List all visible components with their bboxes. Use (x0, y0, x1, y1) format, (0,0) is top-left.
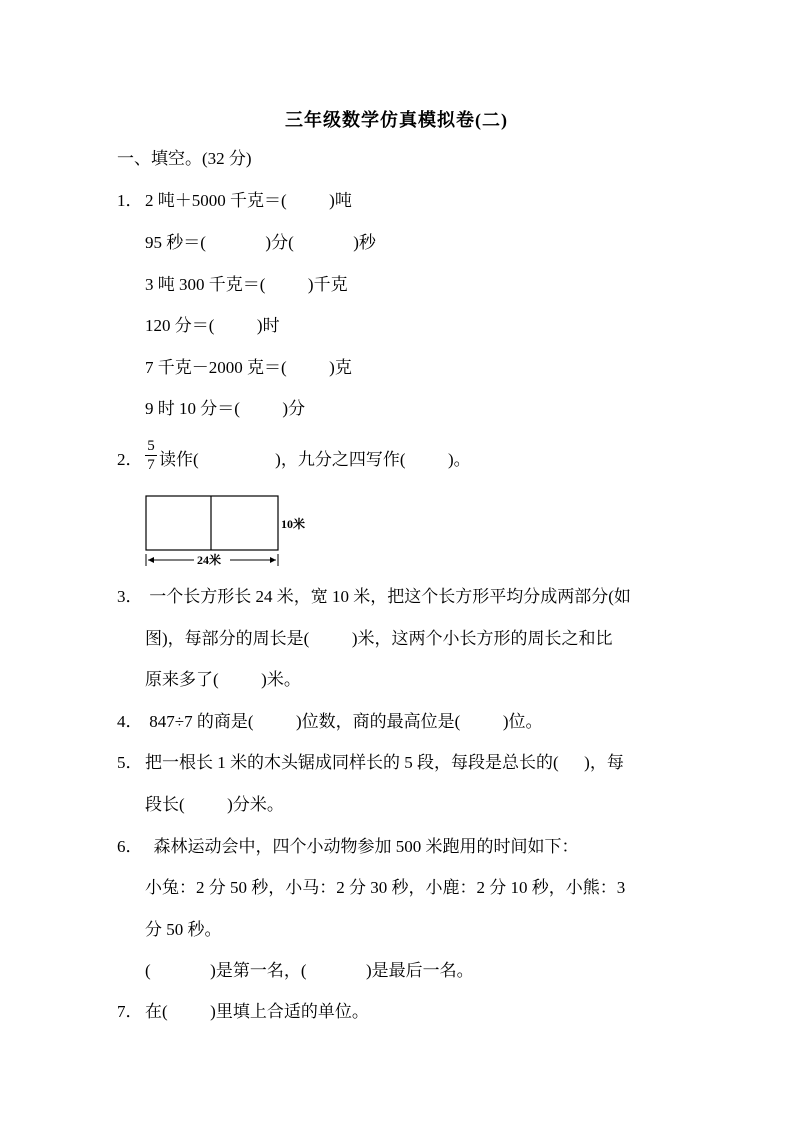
arrowhead-right-icon (270, 557, 276, 563)
q1-line-4: 120 分＝( )时 (145, 316, 280, 335)
q6-line-1: 森林运动会中，四个小动物参加 500 米跑用的时间如下： (145, 837, 579, 856)
q5-number: 5． (117, 753, 143, 772)
q1-line-3: 3 吨 300 千克＝( )千克 (145, 275, 348, 294)
q1-line-1: 2 吨＋5000 千克＝( )吨 (145, 191, 352, 210)
page-title: 三年级数学仿真模拟卷(二) (285, 110, 508, 130)
q7-text: 在( )里填上合适的单位。 (145, 1002, 369, 1021)
q3-number: 3． (117, 587, 143, 606)
q3-line-2: 图)，每部分的周长是( )米，这两个小长方形的周长之和比 (145, 629, 613, 648)
q1-number: 1． (117, 191, 143, 210)
q5-line-2: 段长( )分米。 (145, 795, 284, 814)
fraction-denominator: 7 (147, 457, 155, 473)
q6-line-3: 分 50 秒。 (145, 920, 222, 939)
height-label: 10米 (281, 517, 306, 531)
q5-line-1: 把一根长 1 米的木头锯成同样长的 5 段，每段是总长的( )，每 (145, 753, 624, 772)
q7-number: 7． (117, 1002, 143, 1021)
q4-text: 847÷7 的商是( )位数，商的最高位是( )位。 (145, 712, 543, 731)
fraction-bar (145, 455, 157, 456)
q3-line-1: 一个长方形长 24 米，宽 10 米，把这个长方形平均分成两部分(如 (145, 587, 631, 606)
q3-line-3: 原来多了( )米。 (145, 670, 301, 689)
q2-text: 读作( )，九分之四写作( )。 (159, 450, 471, 469)
arrowhead-left-icon (148, 557, 154, 563)
q6-line-2: 小兔：2 分 50 秒，小马：2 分 30 秒，小鹿：2 分 10 秒，小熊：3 (145, 878, 626, 897)
fraction-numerator: 5 (147, 438, 155, 454)
q1-line-6: 9 时 10 分＝( )分 (145, 399, 306, 418)
q6-line-4: ( )是第一名，( )是最后一名。 (145, 961, 474, 980)
q2-number: 2． (117, 450, 143, 469)
q6-number: 6． (117, 837, 143, 856)
rectangle-diagram-svg (140, 492, 330, 572)
section-heading: 一、填空。(32 分) (117, 149, 252, 168)
width-label: 24米 (197, 553, 222, 567)
outer-rectangle (146, 496, 278, 550)
fraction-five-sevenths (145, 438, 157, 473)
q1-line-5: 7 千克－2000 克＝( )克 (145, 358, 352, 377)
rectangle-diagram (140, 492, 330, 572)
q4-number: 4． (117, 712, 143, 731)
q1-line-2: 95 秒＝( )分( )秒 (145, 233, 376, 252)
